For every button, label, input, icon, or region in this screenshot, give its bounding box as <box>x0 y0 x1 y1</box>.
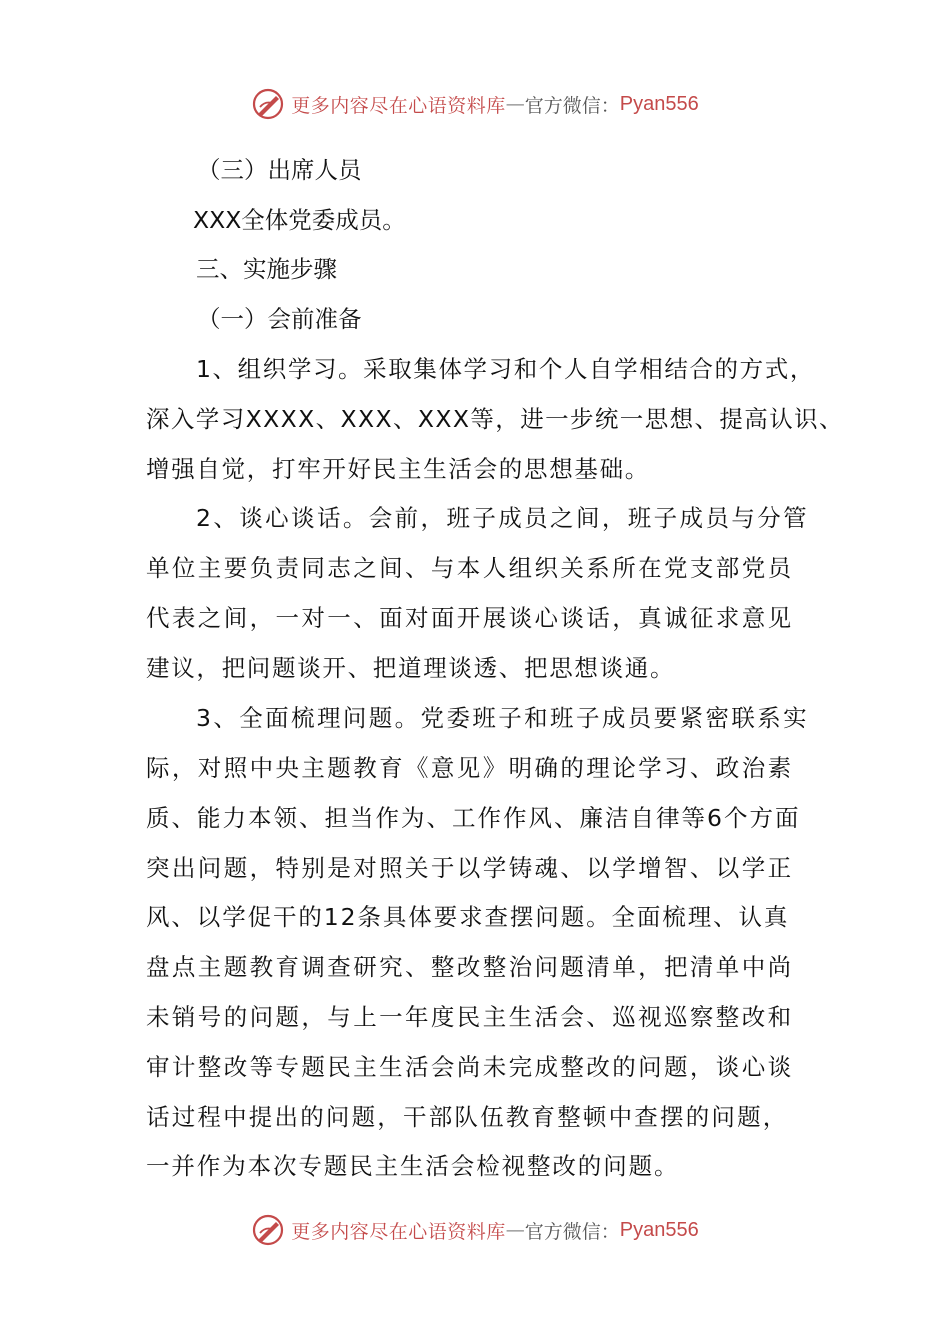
watermark-main-text: 更多内容尽在心语资料库 <box>291 1220 506 1243</box>
paragraph-line: 盘点主题教育调查研究、整改整治问题清单，把清单中尚 <box>146 953 794 981</box>
watermark-wechat-id: Pyan556 <box>619 92 699 115</box>
watermark-footer <box>0 1210 950 1250</box>
paragraph-line: 风、以学促干的12条具体要求查摆问题。全面梳理、认真 <box>146 903 790 931</box>
paragraph-line: 代表之间，一对一、面对面开展谈心谈话，真诚征求意见 <box>146 604 794 632</box>
paragraph-line: 增强自觉，打牢开好民主生活会的思想基础。 <box>146 455 650 483</box>
section-heading-steps: 三、实施步骤 <box>196 255 337 283</box>
pen-logo-icon <box>251 87 285 121</box>
paragraph-line: XXX全体党委成员。 <box>193 206 406 234</box>
paragraph-line: 1、组织学习。采取集体学习和个人自学相结合的方式， <box>196 355 815 383</box>
section-heading-preparation: （一）会前准备 <box>197 305 362 333</box>
paragraph-line: 建议，把问题谈开、把道理谈透、把思想谈通。 <box>146 654 676 682</box>
paragraph-line: 际，对照中央主题教育《意见》明确的理论学习、政治素 <box>146 754 794 782</box>
paragraph-line: 审计整改等专题民主生活会尚未完成整改的问题，谈心谈 <box>146 1053 794 1081</box>
watermark-header <box>0 84 950 124</box>
paragraph-line: 深入学习XXXX、XXX、XXX等，进一步统一思想、提高认识、 <box>146 405 844 433</box>
paragraph-line: 突出问题，特别是对照关于以学铸魂、以学增智、以学正 <box>146 854 794 882</box>
watermark-dash: — <box>505 93 525 115</box>
paragraph-line: 3、全面梳理问题。党委班子和班子成员要紧密联系实 <box>196 704 810 732</box>
paragraph-line: 一并作为本次专题民主生活会检视整改的问题。 <box>146 1152 680 1180</box>
watermark-sub-text: 官方微信： <box>524 1220 620 1243</box>
paragraph-line: 话过程中提出的问题，干部队伍教育整顿中查摆的问题， <box>146 1103 789 1131</box>
watermark-sub-text: 官方微信： <box>524 94 620 117</box>
pen-logo-icon <box>251 1213 285 1247</box>
paragraph-line: 2、谈心谈话。会前，班子成员之间，班子成员与分管 <box>196 504 810 532</box>
watermark-wechat-id: Pyan556 <box>619 1218 699 1241</box>
paragraph-line: 未销号的问题，与上一年度民主生活会、巡视巡察整改和 <box>146 1003 794 1031</box>
watermark-main-text: 更多内容尽在心语资料库 <box>291 94 506 117</box>
paragraph-line: 单位主要负责同志之间、与本人组织关系所在党支部党员 <box>146 554 794 582</box>
section-heading-attendees: （三）出席人员 <box>197 156 362 184</box>
watermark-dash: — <box>505 1219 525 1241</box>
paragraph-line: 质、能力本领、担当作为、工作作风、廉洁自律等6个方面 <box>146 804 801 832</box>
